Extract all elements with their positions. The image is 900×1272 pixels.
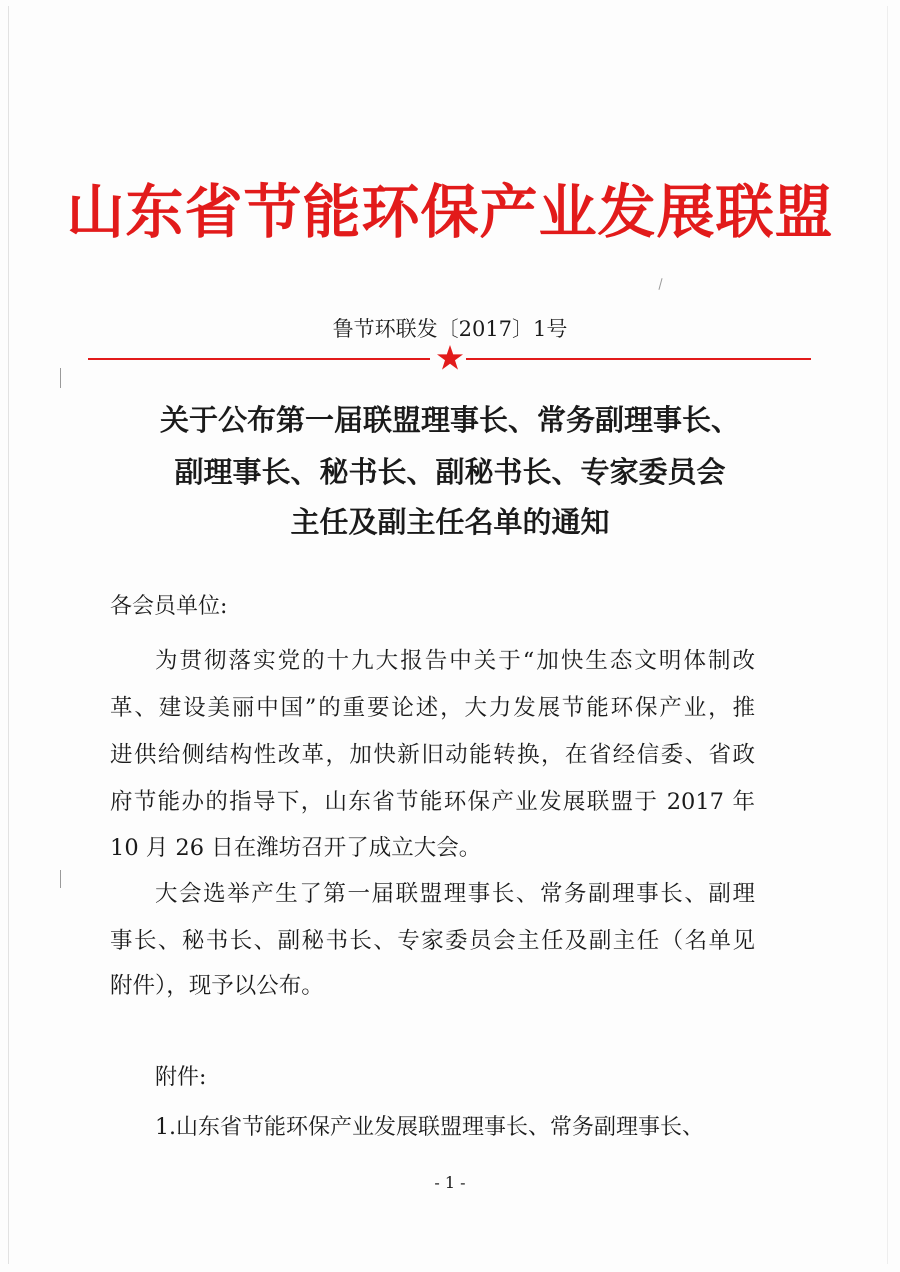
attachments-label: 附件: bbox=[155, 1065, 207, 1090]
notice-title-line-1: 关于公布第一届联盟理事长、常务副理事长、 bbox=[159, 403, 740, 437]
paragraph2-line: 附件），现予以公布。 bbox=[110, 973, 324, 999]
paragraph1-line: 革、建设美丽中国”的重要论述，大力发展节能环保产业，推 bbox=[110, 695, 755, 721]
paragraph2-line: 事长、秘书长、副秘书长、专家委员会主任及副主任（名单见 bbox=[110, 928, 755, 954]
organization-header: 山东省节能环保产业发展联盟 bbox=[66, 178, 834, 246]
paragraph1-line: 进供给侧结构性改革，加快新旧动能转换，在省经信委、省政 bbox=[110, 742, 755, 768]
document-number: 鲁节环联发〔2017〕1号 bbox=[332, 317, 568, 341]
notice-title-line-2: 副理事长、秘书长、副秘书长、专家委员会 bbox=[174, 455, 726, 489]
red-rule-right bbox=[466, 358, 811, 360]
red-rule-left bbox=[88, 358, 430, 360]
red-star-icon bbox=[434, 342, 466, 374]
salutation: 各会员单位: bbox=[110, 594, 228, 619]
paragraph1-line: 为贯彻落实党的十九大报告中关于“加快生态文明体制改 bbox=[155, 648, 755, 674]
attachment-item: 1.山东省节能环保产业发展联盟理事长、常务副理事长、 bbox=[155, 1115, 704, 1140]
scan-mark bbox=[60, 368, 61, 388]
paragraph1-line: 府节能办的指导下，山东省节能环保产业发展联盟于 2017 年 bbox=[110, 789, 755, 815]
paragraph1-line: 10 月 26 日在潍坊召开了成立大会。 bbox=[110, 835, 482, 861]
notice-title-line-3: 主任及副主任名单的通知 bbox=[290, 505, 610, 539]
paragraph2-line: 大会选举产生了第一届联盟理事长、常务副理事长、副理 bbox=[155, 881, 755, 907]
scan-mark bbox=[60, 870, 61, 888]
page-number: - 1 - bbox=[434, 1173, 466, 1192]
